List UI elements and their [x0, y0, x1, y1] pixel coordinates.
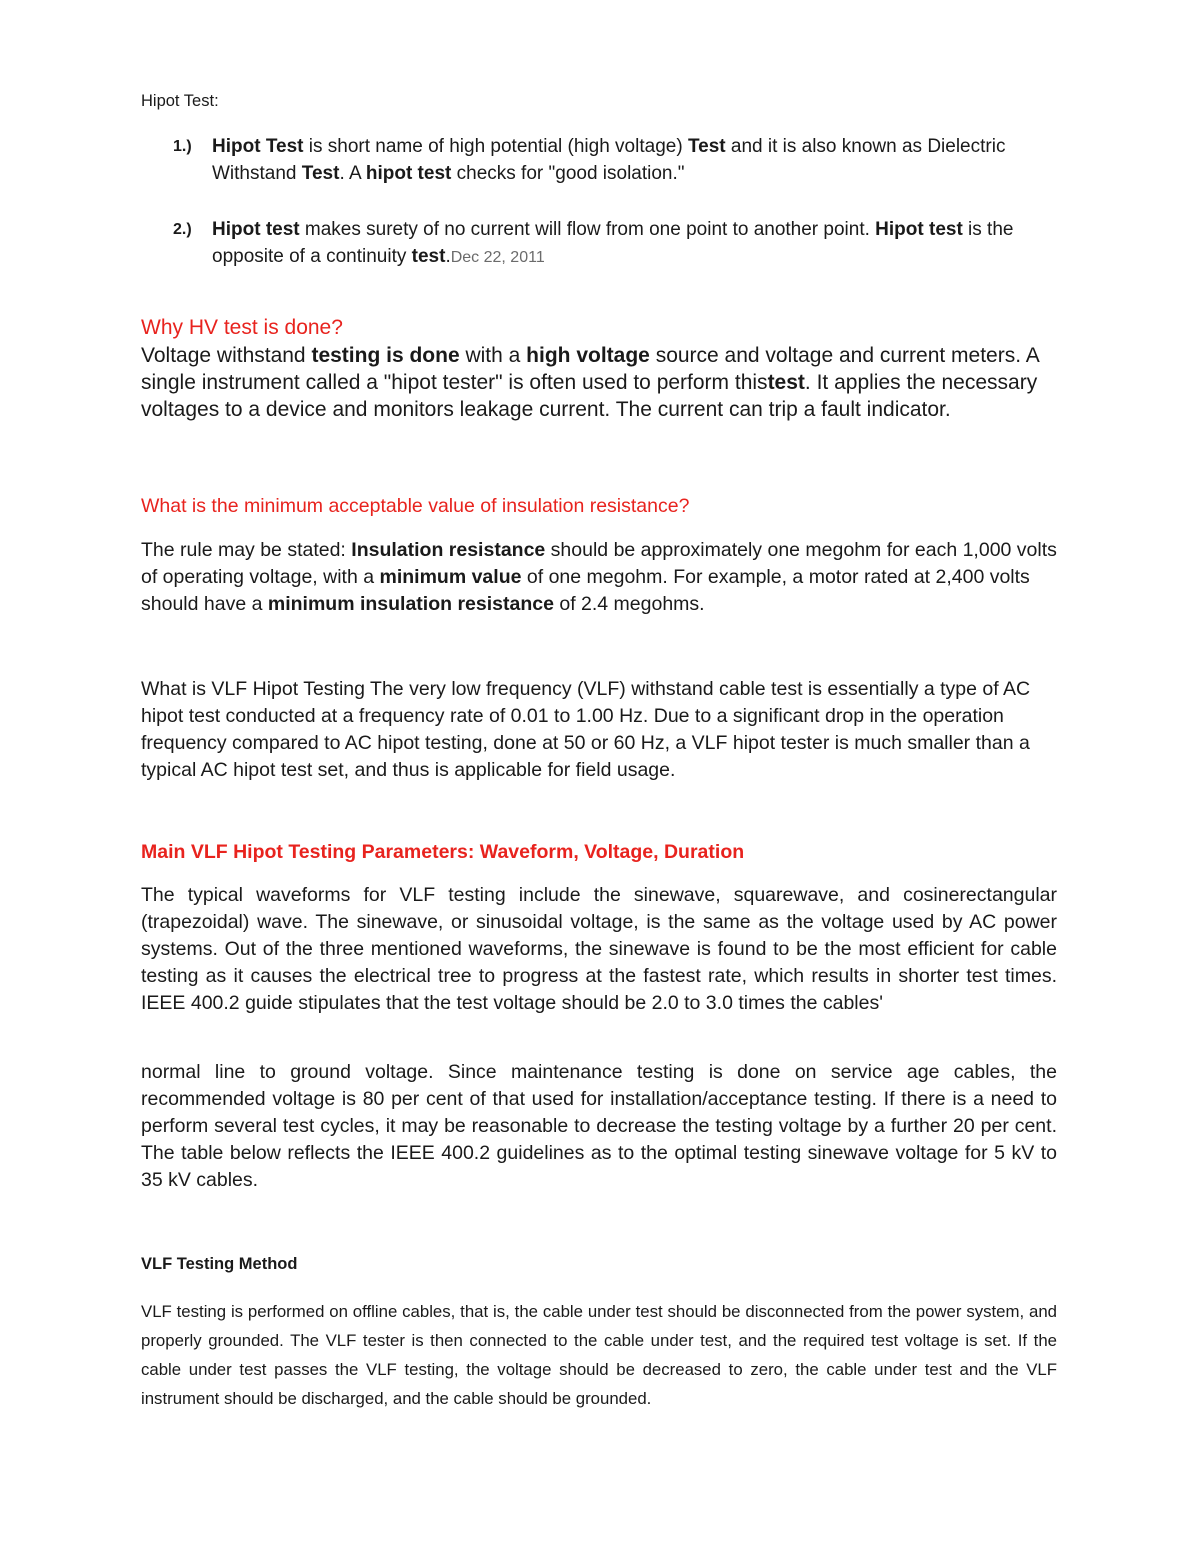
date-label: Dec 22, 2011 [450, 249, 545, 266]
list-number: 2.) [173, 221, 192, 238]
minimum-resistance-heading: What is the minimum acceptable value of insulation resistance? [141, 495, 690, 517]
text-run: . It applies the necessary voltages to a device and monitors leakage current. The current can trip a fault indicator. [141, 371, 1038, 421]
text-run: Hipot test [875, 219, 963, 240]
list-item [141, 133, 1041, 187]
vlf-intro-paragraph: What is VLF Hipot Testing The very low frequency (VLF) withstand cable test is essentially a type of AC hipot test conducted at a frequency rate of 0.01 to 1.00 Hz. Due to a significant drop in the operation frequency compared to AC hipot testing, done at 50 or 60 Hz, a VLF hipot tester is much smaller than a typical AC hipot test set, and thus is applicable for field usage. [141, 678, 1031, 781]
text-run: testing is done [311, 344, 460, 367]
text-run: of 2.4 megohms. [553, 593, 705, 615]
vlf-method-paragraph: VLF testing is performed on offline cables, that is, the cable under test should be disconnected from the power system, and properly grounded. The VLF tester is then connected to the cable under test, and the required test voltage is set. If the cable under test passes the VLF testing, the voltage should be decreased to zero, the cable under test and the VLF instrument should be discharged, and the cable should be grounded. [141, 1302, 1057, 1408]
text-run: minimum value [379, 566, 522, 588]
text-run: test [411, 246, 446, 267]
list-item-text [212, 133, 1041, 187]
text-run: and it is also known as Dielectric Withstand [212, 136, 1006, 184]
text-run: is the opposite of a continuity [212, 219, 1014, 267]
text-run: . [445, 246, 451, 267]
text-run: source and voltage and current meters. A single instrument called a "hipot tester" is often used to perform this [141, 344, 1039, 394]
text-run: test [767, 371, 805, 394]
text-run: Test [301, 163, 340, 184]
text-run: Hipot test [212, 219, 300, 240]
text-run: Test [687, 136, 726, 157]
text-run: should be approximately one megohm for each 1,000 volts of operating voltage, with a [141, 539, 1057, 588]
text-run: Hipot Test [212, 136, 304, 157]
list-item-text [212, 216, 1041, 271]
vlf-parameters-paragraph-1: The typical waveforms for VLF testing include the sinewave, squarewave, and cosinerectangular (trapezoidal) wave. The sinewave, or sinusoidal voltage, is the same as the voltage used by AC power systems. Out of the three mentioned waveforms, the sinewave is found to be the most efficient for cable testing as it causes the electrical tree to progress at the fastest rate, which results in shorter test times. IEEE 400.2 guide stipulates that the test voltage should be 2.0 to 3.0 times the cables' [141, 884, 1057, 1014]
why-hv-paragraph [141, 342, 1061, 423]
text-run: makes surety of no current will flow from one point to another point. [299, 219, 876, 240]
text-run: The rule may be stated: [141, 539, 352, 561]
text-run: is short name of high potential (high voltage) [303, 136, 688, 157]
text-run: Voltage withstand [141, 344, 312, 367]
text-run: . A [339, 163, 366, 184]
minimum-resistance-paragraph [141, 537, 1057, 618]
text-run: of one megohm. For example, a motor rated at 2,400 volts should have a [141, 566, 1030, 615]
document-title: Hipot Test: [141, 92, 219, 110]
text-run: Insulation resistance [351, 539, 546, 561]
text-run: high voltage [526, 344, 650, 367]
text-run: minimum insulation resistance [267, 593, 554, 615]
text-run: hipot test [365, 163, 452, 184]
vlf-method-heading: VLF Testing Method [141, 1255, 298, 1273]
list-number: 1.) [173, 138, 192, 155]
vlf-parameters-paragraph-2: normal line to ground voltage. Since maintenance testing is done on service age cables, the recommended voltage is 80 per cent of that used for installation/acceptance testing. If there is a need to perform several test cycles, it may be reasonable to decrease the testing voltage by a further 20 per cent. The table below reflects the IEEE 400.2 guidelines as to the optimal testing sinewave voltage for 5 kV to 35 kV cables. [141, 1061, 1057, 1191]
text-run: checks for "good isolation." [451, 163, 685, 184]
vlf-parameters-heading: Main VLF Hipot Testing Parameters: Waveform, Voltage, Duration [141, 841, 745, 863]
why-hv-heading: Why HV test is done? [141, 316, 343, 339]
text-run: with a [459, 344, 527, 367]
list-item [141, 216, 1041, 271]
